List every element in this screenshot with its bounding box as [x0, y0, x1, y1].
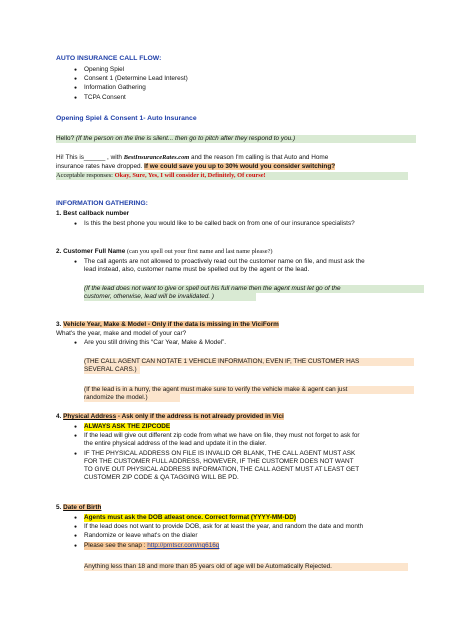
s3-note1-line1: (THE CALL AGENT CAN NOTATE 1 VEHICLE INFORMATION, EVEN IF, THE CUSTOMER HAS: [84, 358, 414, 366]
s4-bullet3-line3: TO GIVE OUT PHYSICAL ADDRESS INFORMATION, THE CALL AGENT MUST AT LEAST GET: [84, 466, 360, 473]
s5-bullet-year: ● If the lead does not want to provide DOB, ask for at least the year, and random the date and month: [84, 523, 363, 531]
s1-bullet: ● Is this the best phone you would like to be called back on from one of our insurance specialists?: [84, 220, 355, 228]
s5-heading-line: [56, 504, 101, 512]
s5-snap-prefix: Please see the snap :: [84, 542, 148, 549]
flow-item: ● Consent 1 (Determine Lead Interest): [84, 75, 188, 83]
hello-prefix: Hello?: [56, 135, 76, 142]
document-title: AUTO INSURANCE CALL FLOW:: [56, 55, 162, 62]
flow-item: ● Information Gathering: [84, 84, 146, 92]
info-heading: INFORMATION GATHERING:: [56, 200, 148, 207]
s3-question: What's the year, make and model of your car?: [56, 330, 187, 337]
s4-bullet3-line1: ● IF THE PHYSICAL ADDRESS ON FILE IS INVALID OR BLANK, THE CALL AGENT MUST ASK: [84, 450, 355, 458]
acceptable-label: Acceptable responses:: [56, 172, 115, 179]
s2-bullet-line2: lead instead, also, customer name must be spelled out by the agent or the lead.: [84, 266, 310, 273]
pitch-brand: BestInsuranceRates.com: [123, 154, 190, 161]
flow-item: ● TCPA Consent: [84, 94, 126, 102]
snap-link[interactable]: http://prntscr.com/nq616q: [147, 542, 220, 549]
acceptable-responses: [56, 172, 408, 180]
s4-bullet-zipcode: ● ALWAYS ASK THE ZIPCODE: [84, 423, 170, 431]
s5-bullet-dob: ● Agents must ask the DOB atleast once. Correct format (YYYY-MM-DD): [84, 514, 296, 522]
s2-note-line2: customer, otherwise, lead will be invalidated. ): [84, 293, 256, 301]
s4-bullet3-line4: CUSTOMER ZIP CODE & QA TAGGING WILL BE PD.: [84, 474, 239, 481]
pitch-part3: insurance rates have dropped.: [56, 163, 145, 170]
s4-num: 4.: [56, 413, 64, 420]
s5-bullet-snap: [84, 542, 219, 550]
s3-num: 3.: [56, 321, 64, 328]
s4-heading: Physical Address: [63, 413, 117, 420]
s2-note-line1: (If the lead does not want to give or spell out his full name then the agent must let go of the: [84, 285, 424, 293]
s5-age-note: Anything less than 18 and more than 85 years old of age will be Automatically Rejected.: [84, 563, 408, 571]
pitch-part2: and the reason I'm calling is that Auto and Home: [189, 154, 329, 161]
s3-bullet: ● Are you still driving this “Car Year, Make & Model”.: [84, 339, 226, 347]
s3-heading-cond: - Only if the data is missing in the ViciForm: [146, 321, 279, 328]
s2-heading-line: [56, 248, 273, 256]
s3-note1-line2: SEVERAL CARS.): [84, 366, 140, 374]
s4-bullet2-line2: the entire physical address of the lead and update it in the dialer.: [84, 440, 267, 447]
s5-num: 5.: [56, 504, 64, 511]
opening-heading: Opening Spiel & Consent 1- Auto Insurance: [56, 115, 197, 122]
s4-bullet2-line1: ● If the lead will give out different zip code from what we have on file, they must not forget to ask for: [84, 432, 360, 440]
pitch-question: If we could save you up to 30% would you consider switching?: [144, 163, 336, 170]
s5-bullet-randomize: ● Randomize or leave what's on the dialer: [84, 532, 197, 540]
pitch-line-1: [56, 154, 328, 162]
s5-heading: Date of Birth: [63, 504, 102, 511]
pitch-part1: Hi! This is______ , with: [56, 154, 124, 161]
s4-heading-line: [56, 413, 284, 421]
s1-heading: 1. Best callback number: [56, 210, 130, 217]
s3-heading-line: [56, 321, 279, 329]
s3-note2-line1: (If the lead is in a hurry, the agent must make sure to verify the vehicle make & agent can just: [84, 386, 414, 394]
s3-heading: Vehicle Year, Make & Model: [63, 321, 147, 328]
s4-bullet3-line2: FOR THE CUSTOMER FULL ADDRESS, HOWEVER, IF THE CUSTOMER DOES NOT WANT: [84, 458, 354, 465]
s2-bullet-line1: ● The call agents are not allowed to proactively read out the customer name on file, and must ask the: [84, 258, 365, 266]
hello-line: [56, 135, 416, 143]
hello-instruction: (If the person on the line is silent... then go to pitch after they respond to you.): [75, 135, 296, 142]
s2-heading-paren: (can you spell out your first name and last name please?): [127, 248, 273, 255]
acceptable-values: Okay, Sure, Yes, I will consider it, Definitely, Of course!: [114, 172, 266, 179]
s2-heading: 2. Customer Full Name: [56, 248, 128, 255]
flow-item: ● Opening Spiel: [84, 66, 124, 74]
pitch-line-2: [56, 163, 335, 171]
s3-note2-line2: randomize the model.): [84, 394, 180, 402]
s4-heading-cond: - Ask only if the address is not already provided in Vici: [116, 413, 284, 420]
